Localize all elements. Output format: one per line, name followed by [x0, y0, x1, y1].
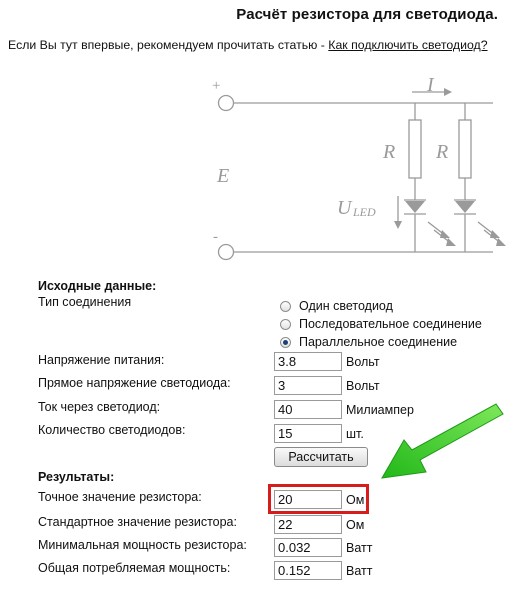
led-current-input[interactable] [274, 400, 342, 419]
results-heading: Результаты: [38, 470, 115, 484]
minus-label: - [213, 229, 218, 245]
resistor-label-1: R [383, 141, 396, 163]
total-power-label: Общая потребляемая мощность: [38, 561, 231, 575]
intro-text [8, 38, 488, 52]
led-current-unit: Милиампер [346, 403, 414, 417]
standard-resistor-unit: Ом [346, 518, 365, 532]
radio-parallel-label: Параллельное соединение [299, 335, 458, 349]
total-power-unit: Ватт [346, 564, 373, 578]
forward-voltage-label: Прямое напряжение светодиода: [38, 376, 231, 390]
exact-resistor-label: Точное значение резистора: [38, 490, 202, 504]
led-current-label: Ток через светодиод: [38, 400, 161, 414]
min-power-unit: Ватт [346, 541, 373, 555]
radio-series-label: Последовательное соединение [299, 317, 482, 331]
result-highlight-box [268, 484, 369, 514]
radio-parallel-circle[interactable] [280, 337, 291, 348]
standard-resistor-label: Стандартное значение резистора: [38, 515, 237, 529]
led-count-unit: шт. [346, 427, 364, 441]
input-section-heading: Исходные данные: [38, 279, 157, 293]
radio-single-led[interactable] [280, 299, 393, 313]
radio-series-circle[interactable] [280, 319, 291, 330]
connection-type-label: Тип соединения [38, 295, 132, 309]
exact-resistor-unit: Ом [346, 493, 365, 507]
min-power-label: Минимальная мощность резистора: [38, 538, 247, 552]
supply-voltage-label: Напряжение питания: [38, 353, 165, 367]
forward-voltage-unit: Вольт [346, 379, 380, 393]
resistor-label-2: R [436, 141, 449, 163]
uled-sub-label: LED [353, 205, 376, 219]
supply-voltage-unit: Вольт [346, 355, 380, 369]
page-title: Расчёт резистора для светодиода. [236, 6, 498, 23]
circuit-diagram [0, 68, 526, 268]
led-count-input[interactable] [274, 424, 342, 443]
green-arrow-icon [370, 398, 510, 488]
supply-voltage-input[interactable] [274, 352, 342, 371]
plus-label: + [212, 78, 221, 94]
total-power-output[interactable] [274, 561, 342, 580]
radio-series[interactable] [280, 317, 482, 331]
radio-single-circle[interactable] [280, 301, 291, 312]
standard-resistor-output[interactable] [274, 515, 342, 534]
radio-single-label: Один светодиод [299, 299, 393, 313]
led-count-label: Количество светодиодов: [38, 423, 186, 437]
radio-parallel[interactable] [280, 335, 457, 349]
forward-voltage-input[interactable] [274, 376, 342, 395]
source-label: E [217, 165, 230, 187]
calculate-button[interactable]: Рассчитать [274, 447, 368, 467]
uled-main-label: U [337, 197, 352, 219]
intro-message: Если Вы тут впервые, рекомендуем прочитать статью - [8, 38, 329, 52]
current-label: I [427, 74, 434, 96]
min-power-output[interactable] [274, 538, 342, 557]
article-link[interactable]: Как подключить светодиод? [328, 38, 488, 52]
